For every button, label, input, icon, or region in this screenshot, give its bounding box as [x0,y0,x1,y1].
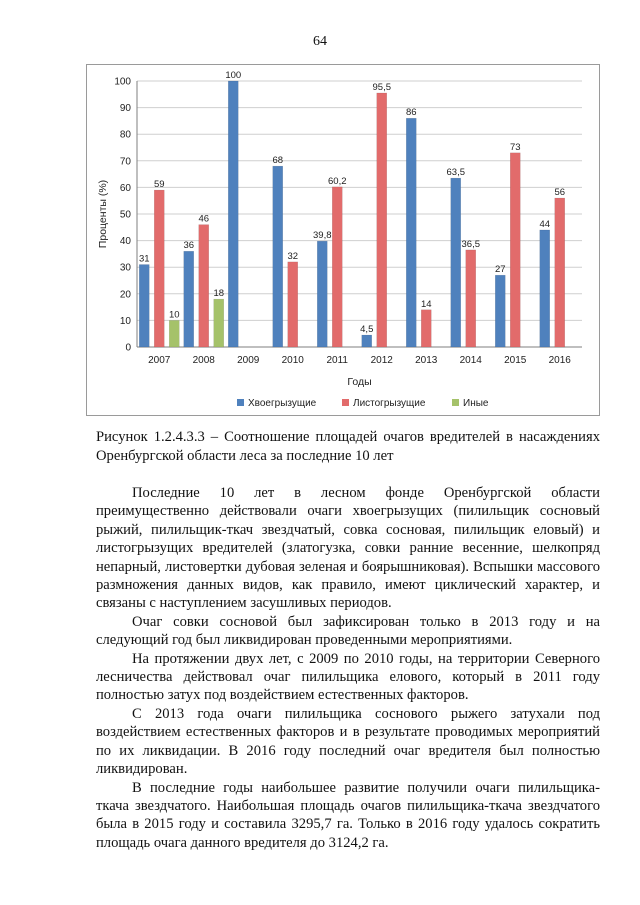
bar [466,250,476,347]
y-tick-label: 30 [119,262,131,274]
chart-canvas [87,65,599,415]
bar [169,320,179,347]
bar [199,225,209,347]
bar [288,262,298,347]
bar [154,190,164,347]
y-tick-label: 40 [119,236,131,248]
legend-swatch [342,399,349,406]
bar [139,265,149,347]
x-tick-label: 2016 [548,355,571,366]
y-axis-title: Проценты (%) [97,179,109,249]
y-tick-label: 80 [119,129,131,141]
bar [228,81,238,347]
data-label: 31 [138,253,150,265]
bar [362,335,372,347]
legend-label: Иные [463,398,489,409]
bar [495,275,505,347]
bar [555,198,565,347]
bar [332,187,342,347]
x-axis-title: Годы [347,376,372,388]
x-tick-label: 2008 [192,355,215,366]
y-tick-label: 100 [114,76,131,88]
data-label: 27 [494,264,506,276]
bar [540,230,550,347]
data-label: 10 [168,309,180,321]
x-tick-label: 2015 [504,355,527,366]
y-tick-label: 90 [119,103,131,115]
legend-label: Хвоегрызущие [248,398,317,409]
data-label: 44 [539,218,551,230]
y-tick-label: 50 [119,209,131,221]
bar [273,166,283,347]
x-tick-label: 2007 [148,355,171,366]
paragraph: С 2013 года очаги пилильщика соснового рыжего затухали под воздействием естественных факторов и в результате проводимых мероприятий по их ликвидации. В 2016 году последний очаг вредителя был полностью ликвидирован. [96,705,600,778]
data-label: 36 [183,240,195,252]
data-label: 95,5 [372,81,391,93]
bar [317,241,327,347]
x-tick-label: 2012 [370,355,393,366]
legend-swatch [452,399,459,406]
paragraph: В последние годы наибольшее развитие получили очаги пилильщика-ткача звездчатого. Наибольшая площадь очагов пилильщика-ткача звездчатого была в 2015 году и составила 3295,7 га. Только в 2016 году удалось сократить площадь очага данного вредителя до 3124,2 га. [96,779,600,851]
x-tick-label: 2010 [281,355,304,366]
data-label: 18 [213,288,225,300]
bar [184,251,194,347]
data-label: 73 [509,141,521,153]
data-label: 39,8 [313,230,332,242]
bar [377,93,387,347]
data-label: 32 [287,250,299,262]
data-label: 4,5 [360,324,374,336]
bar [214,299,224,347]
paragraph: На протяжении двух лет, с 2009 по 2010 годы, на территории Северного лесничества действовал очаг пилильщика елового, который в 2011 году полностью затух под воздействием естественных факторов. [96,650,600,704]
page-number: 64 [313,34,327,49]
y-tick-label: 0 [125,342,131,354]
data-label: 36,5 [461,238,480,250]
data-label: 59 [153,179,165,191]
y-tick-label: 20 [119,289,131,301]
y-tick-label: 60 [119,182,131,194]
x-tick-label: 2009 [237,355,260,366]
data-label: 86 [405,107,417,119]
x-tick-label: 2011 [326,355,349,366]
bar [406,118,416,347]
x-tick-label: 2013 [415,355,438,366]
legend-label: Листогрызущие [353,398,426,409]
data-label: 100 [225,70,242,81]
paragraph: Очаг совки сосновой был зафиксирован только в 2013 году и на следующий год был ликвидирован проведенными мероприятиями. [96,613,600,649]
data-label: 56 [554,187,566,199]
figure-caption: Рисунок 1.2.4.3.3 – Соотношение площадей очагов вредителей в насаждениях Оренбургской области леса за последние 10 лет [96,429,600,464]
y-tick-label: 70 [119,156,131,168]
data-label: 68 [272,155,284,167]
bar [451,178,461,347]
paragraph: Последние 10 лет в лесном фонде Оренбургской области преимущественно действовали очаги хвоегрызущих (пилильщик сосновый рыжий, пилильщик-ткач звездчатый, совка сосновая, пилильщик еловый) и листогрызущих вредителей (златогузка, совки ранние весенние, шелкопряд непарный, листовертки дубовая зеленая и боярышниковая). Вспышки массового размножения данных видов, как правило, имеют циклический характер, и связаны с наступлением засушливых периодов. [96,485,600,612]
legend-swatch [237,399,244,406]
data-label: 14 [420,298,432,310]
bar-chart [86,64,600,416]
body-text [96,484,600,852]
bar [421,310,431,347]
bar [510,153,520,347]
data-label: 63,5 [446,167,465,179]
data-label: 46 [198,213,210,225]
y-tick-label: 10 [119,315,131,327]
data-label: 60,2 [328,175,347,187]
x-tick-label: 2014 [459,355,482,366]
